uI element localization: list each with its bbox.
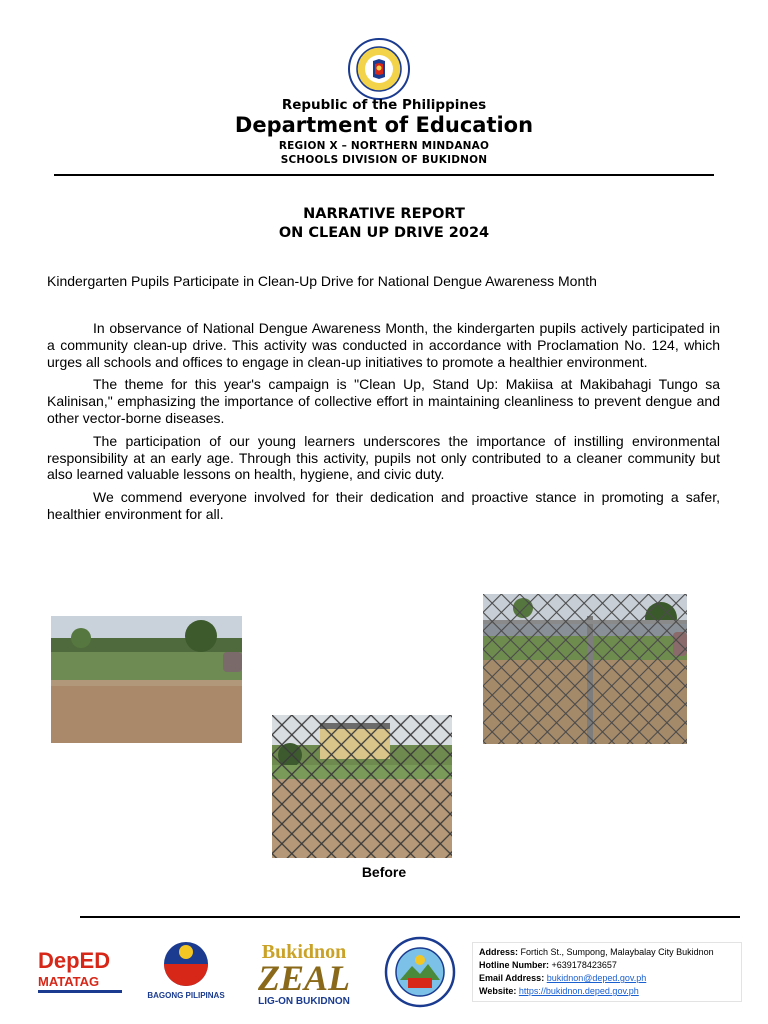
hotline-label: Hotline Number:: [479, 960, 550, 970]
report-title-line2: ON CLEAN UP DRIVE 2024: [278, 225, 490, 241]
website-line: [479, 985, 735, 998]
department-heading: Department of Education: [234, 113, 534, 137]
photo-caption: Before: [361, 864, 407, 880]
photo-schoolyard-left: [51, 616, 242, 743]
footer-divider: [80, 916, 740, 918]
division-seal-logo: [382, 936, 458, 1008]
email-line: [479, 972, 735, 985]
photo-fence-right: [483, 594, 687, 744]
contact-box: [472, 942, 742, 1002]
region-heading: REGION X – NORTHERN MINDANAO: [278, 140, 490, 152]
deped-word: DepED: [38, 948, 111, 973]
email-label: Email Address:: [479, 973, 545, 983]
address-line: [479, 946, 735, 959]
deped-seal-logo: [344, 37, 414, 101]
address-label: Address:: [479, 947, 519, 957]
bagong-pilipinas-word: BAGONG PILIPINAS: [147, 991, 225, 1000]
bukidnon-zeal-logo: [234, 938, 374, 1006]
body-paragraph: The theme for this year's campaign is "Clean Up, Stand Up: Makiisa at Makibahagi Tungo sa Kalinisan," emphasizing the importance of collective effort in maintaining cleanliness to prevent dengue and other vector-borne diseases.: [47, 376, 720, 426]
report-body: [47, 320, 720, 529]
lig-on-word: LIG-ON BUKIDNON: [258, 996, 350, 1006]
body-paragraph: We commend everyone involved for their dedication and proactive stance in promoting a safer, healthier environment for all.: [47, 489, 720, 522]
email-link[interactable]: bukidnon@deped.gov.ph: [546, 973, 647, 983]
republic-heading: Republic of the Philippines: [281, 97, 487, 113]
report-subtitle: Kindergarten Pupils Participate in Clean-Up Drive for National Dengue Awareness Month: [47, 273, 597, 289]
deped-matatag-logo: [36, 942, 124, 998]
report-title-line1: NARRATIVE REPORT: [303, 206, 465, 222]
header-divider: [54, 174, 714, 176]
photo-fence-center: [272, 715, 452, 858]
zeal-word: ZEAL: [257, 958, 351, 998]
bagong-pilipinas-logo: [144, 938, 228, 1002]
website-label: Website:: [479, 986, 517, 996]
website-link[interactable]: https://bukidnon.deped.gov.ph: [518, 986, 639, 996]
body-paragraph: In observance of National Dengue Awareness Month, the kindergarten pupils actively participated in a community clean-up drive. This activity was conducted in accordance with Proclamation No. 124, which urges all schools and offices to engage in clean-up initiatives to promote a healthier environment.: [47, 320, 720, 370]
bukidnon-word: Bukidnon: [261, 941, 347, 963]
address-value: Fortich St., Sumpong, Malaybalay City Bukidnon: [520, 947, 714, 957]
division-heading: SCHOOLS DIVISION OF BUKIDNON: [280, 154, 488, 166]
matatag-word: MATATAG: [38, 974, 100, 989]
hotline-value: +639178423657: [551, 960, 617, 970]
body-paragraph: The participation of our young learners underscores the importance of instilling environmental responsibility at an early age. Through this activity, pupils not only contributed to a cleaner community but also learned valuable lessons on health, hygiene, and civic duty.: [47, 432, 720, 483]
hotline-line: [479, 959, 735, 972]
